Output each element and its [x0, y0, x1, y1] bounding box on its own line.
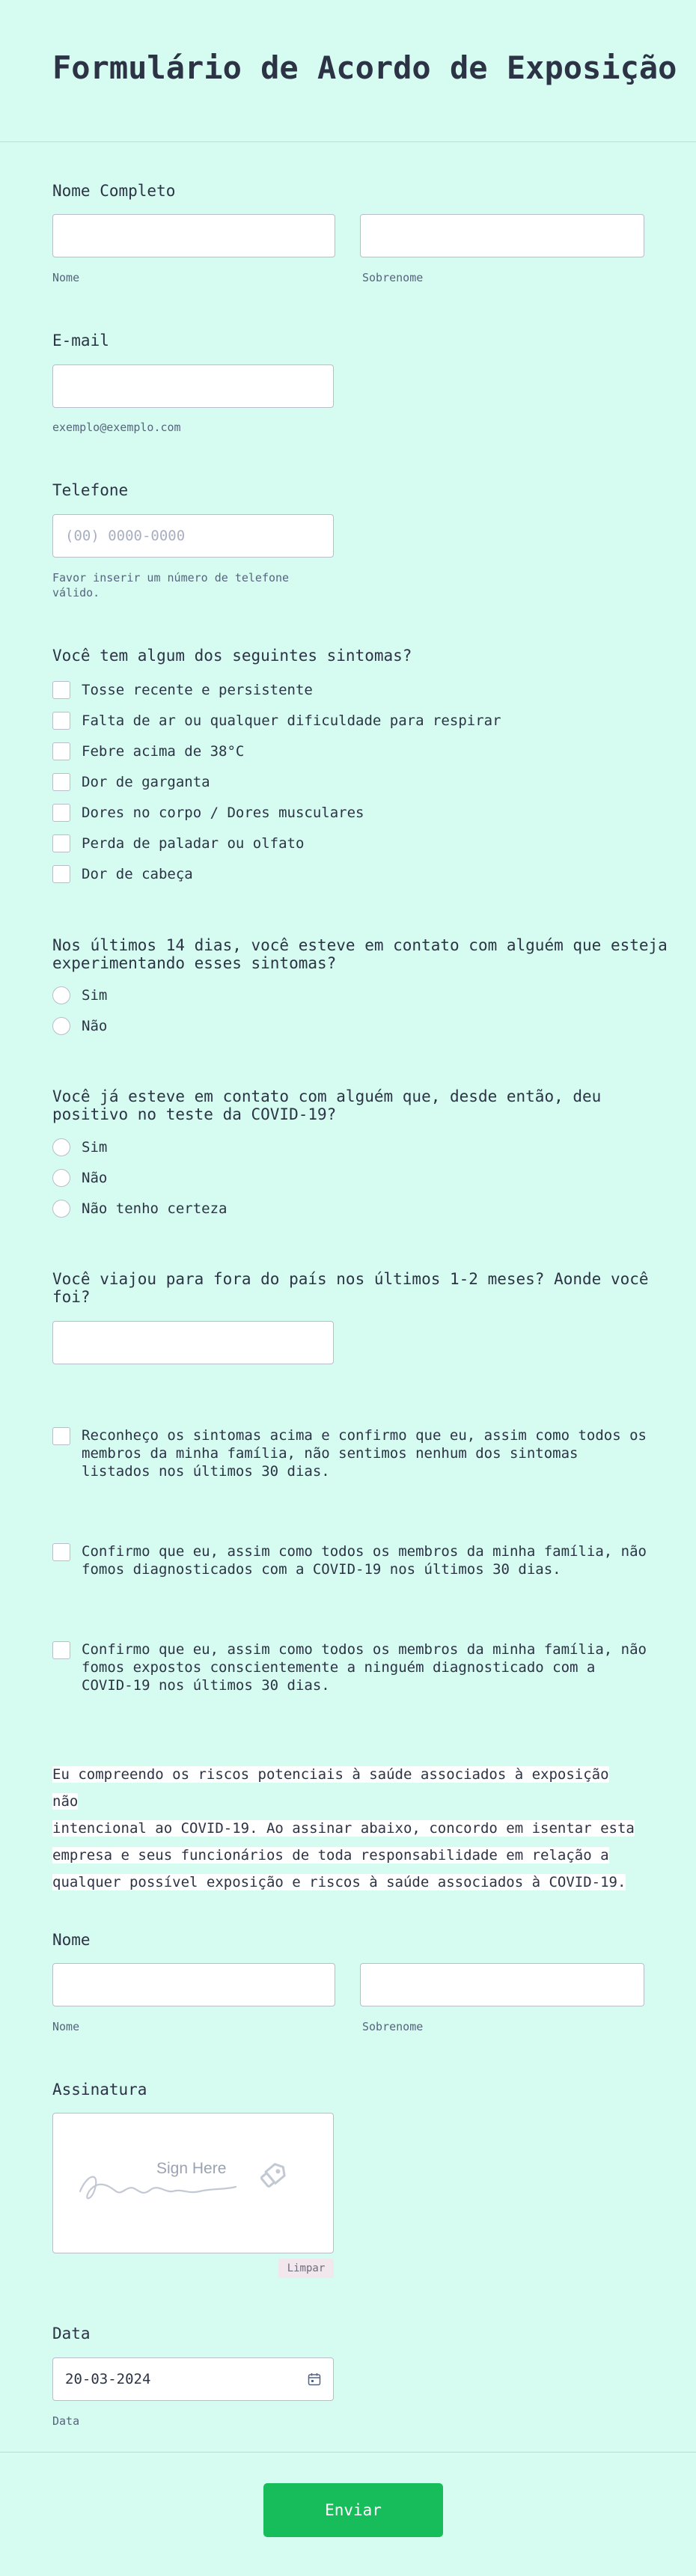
signature-pad[interactable] [52, 2113, 334, 2253]
symptom-option-label: Febre acima de 38°C [82, 743, 245, 760]
symptom-option[interactable] [52, 864, 193, 885]
confirm-line: fomos diagnosticados com a COVID-19 nos últimos 30 dias. [82, 1561, 561, 1578]
contact14-question-line2: experimentando esses sintomas? [52, 954, 337, 972]
symptom-option-label: Perda de paladar ou olfato [82, 835, 305, 852]
radio-label: Não [82, 1170, 108, 1186]
date-value: 20-03-2024 [65, 2371, 151, 2387]
contact14-option[interactable] [52, 985, 107, 1006]
agreement-line: qualquer possível exposição e riscos à saúde associados à COVID-19. [52, 1874, 626, 1890]
confirm-symptoms-checkbox[interactable] [52, 1427, 70, 1445]
symptom-option[interactable] [52, 772, 210, 793]
symptom-option[interactable] [52, 741, 244, 762]
agreement-line: intencional ao COVID-19. Ao assinar abaixo, concordo em isentar esta [52, 1820, 635, 1837]
checkbox[interactable] [52, 804, 70, 822]
radio-label: Sim [82, 1139, 108, 1156]
full-name-label: Nome Completo [52, 182, 176, 200]
confirm-line: membros da minha família, não sentimos nenhum dos sintomas [82, 1445, 579, 1462]
contact-positive-option[interactable] [52, 1137, 107, 1158]
date-input[interactable] [52, 2357, 334, 2401]
submit-button[interactable]: Enviar [263, 2483, 443, 2537]
phone-sublabel-line1: Favor inserir um número de telefone [52, 571, 290, 585]
date-sublabel: Data [52, 2414, 80, 2428]
first-name-sublabel: Nome [52, 271, 80, 284]
agreement-paragraph [52, 1761, 636, 1896]
checkbox[interactable] [52, 865, 70, 883]
signature-label: Assinatura [52, 2081, 147, 2099]
checkbox[interactable] [52, 681, 70, 699]
checkbox[interactable] [52, 742, 70, 760]
confirm-line: Reconheço os sintomas acima e confirmo que eu, assim como todos os [82, 1427, 647, 1444]
signer-name-label: Nome [52, 1931, 91, 1949]
last-name-sublabel: Sobrenome [362, 271, 424, 284]
contact14-question-line1: Nos últimos 14 dias, você esteve em contato com alguém que esteja [52, 936, 668, 954]
confirm-diagnosis-label [82, 1542, 650, 1578]
symptoms-question: Você tem algum dos seguintes sintomas? [52, 647, 412, 665]
contact-positive-option[interactable] [52, 1168, 107, 1188]
radio-button[interactable] [52, 1169, 70, 1187]
symptom-option[interactable] [52, 680, 313, 701]
phone-input[interactable] [52, 514, 334, 558]
radio-label: Não [82, 1018, 108, 1034]
confirm-line: Confirmo que eu, assim como todos os membros da minha família, não [82, 1543, 647, 1560]
phone-label: Telefone [52, 481, 129, 499]
sign-here-text: Sign Here [156, 2160, 227, 2177]
confirm-exposure-label [82, 1640, 650, 1694]
radio-label: Não tenho certeza [82, 1200, 228, 1217]
signer-last-name-input[interactable] [360, 1963, 644, 2006]
symptom-option[interactable] [52, 710, 501, 731]
form-title: Formulário de Acordo de Exposição [52, 49, 677, 86]
contact-positive-question-line1: Você já esteve em contato com alguém que, desde então, deu [52, 1087, 602, 1105]
signature-placeholder-graphic [53, 2113, 333, 2253]
symptom-option[interactable] [52, 802, 364, 823]
confirm-line: COVID-19 nos últimos 30 dias. [82, 1677, 330, 1694]
radio-label: Sim [82, 987, 108, 1004]
email-input[interactable] [52, 364, 334, 408]
signer-last-name-sublabel: Sobrenome [362, 2020, 424, 2033]
travel-question-line2: foi? [52, 1288, 91, 1306]
contact-positive-option[interactable] [52, 1198, 227, 1219]
clear-signature-button[interactable]: Limpar [278, 2259, 334, 2278]
agreement-line: Eu compreendo os riscos potenciais à saúde associados à exposição não [52, 1766, 609, 1810]
email-label: E-mail [52, 332, 109, 350]
symptom-option[interactable] [52, 833, 304, 854]
confirm-line: Confirmo que eu, assim como todos os membros da minha família, não [82, 1641, 647, 1658]
symptom-option-label: Falta de ar ou qualquer dificuldade para respirar [82, 712, 501, 729]
signer-first-name-input[interactable] [52, 1963, 335, 2006]
contact14-option[interactable] [52, 1016, 107, 1037]
radio-button[interactable] [52, 1200, 70, 1218]
radio-button[interactable] [52, 986, 70, 1004]
radio-button[interactable] [52, 1138, 70, 1156]
phone-sublabel-line2: válido. [52, 586, 100, 599]
checkbox[interactable] [52, 834, 70, 852]
confirm-line: fomos expostos conscientemente a ninguém diagnosticado com a [82, 1659, 596, 1676]
contact-positive-question-line2: positivo no teste da COVID-19? [52, 1105, 337, 1123]
symptom-option-label: Dores no corpo / Dores musculares [82, 805, 364, 821]
agreement-line: empresa e seus funcionários de toda responsabilidade em relação a [52, 1847, 609, 1864]
confirm-diagnosis-checkbox[interactable] [52, 1543, 70, 1561]
calendar-icon[interactable] [308, 2372, 321, 2386]
symptom-option-label: Dor de garganta [82, 774, 210, 790]
checkbox[interactable] [52, 773, 70, 791]
confirm-exposure-checkbox[interactable] [52, 1641, 70, 1659]
divider [0, 2452, 696, 2453]
phone-placeholder: (00) 0000-0000 [65, 528, 186, 544]
symptom-option-label: Dor de cabeça [82, 866, 193, 882]
travel-input[interactable] [52, 1321, 334, 1364]
radio-button[interactable] [52, 1017, 70, 1035]
date-label: Data [52, 2325, 91, 2342]
signer-first-name-sublabel: Nome [52, 2020, 80, 2033]
last-name-input[interactable] [360, 214, 644, 257]
confirm-symptoms-label [82, 1426, 650, 1480]
email-sublabel: exemplo@exemplo.com [52, 421, 181, 434]
checkbox[interactable] [52, 712, 70, 730]
travel-question-line1: Você viajou para fora do país nos últimos 1-2 meses? Aonde você [52, 1270, 649, 1288]
symptom-option-label: Tosse recente e persistente [82, 682, 313, 698]
first-name-input[interactable] [52, 214, 335, 257]
confirm-line: listados nos últimos 30 dias. [82, 1463, 330, 1480]
pen-icon [260, 2161, 287, 2188]
